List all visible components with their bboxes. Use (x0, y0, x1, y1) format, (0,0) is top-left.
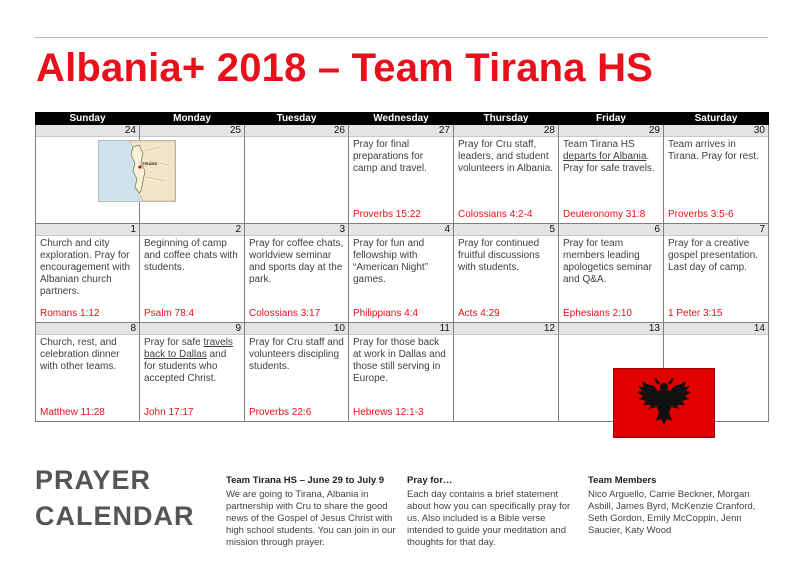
weekday-header: Friday (559, 113, 664, 125)
prayer-text: Pray for team members leading apologetics seminar and Q&A. (563, 238, 652, 285)
day-number: 14 (664, 323, 768, 335)
map-city-label: TIRANA (142, 161, 158, 166)
weekday-header: Thursday (454, 113, 559, 125)
week-row (36, 224, 769, 323)
day-cell (140, 323, 245, 422)
day-number: 25 (140, 125, 244, 137)
prayer-text-underlined: departs for Albania (563, 151, 647, 162)
day-number: 7 (664, 224, 768, 236)
footer-members-column (588, 475, 768, 537)
day-number: 6 (559, 224, 663, 236)
prayer-text-part: Pray for safe (144, 337, 204, 348)
day-number: 4 (349, 224, 453, 236)
prayer-text: Pray for continued fruitful discussions with students. (458, 238, 540, 273)
bible-verse: Philippians 4:4 (353, 308, 419, 319)
team-members-list: Nico Arguello, Carrie Beckner, Morgan Asbill, James Byrd, McKenzie Cranford, Seth Gordon, Emily McCoppin, Jenn Saucier, Katy Wood (588, 489, 756, 536)
day-number: 28 (454, 125, 558, 137)
prayer-text: Pray for a creative gospel presentation. Last day of camp. (668, 238, 759, 273)
weekday-header-row (36, 113, 769, 125)
weekday-header: Wednesday (349, 113, 454, 125)
day-cell (559, 224, 664, 323)
day-number: 24 (36, 125, 139, 137)
day-number: 5 (454, 224, 558, 236)
bible-verse: Colossians 3:17 (249, 308, 321, 319)
day-number: 11 (349, 323, 453, 335)
day-number: 13 (559, 323, 663, 335)
prayer-text (140, 335, 244, 385)
prayer-heading-line: PRAYER (35, 465, 152, 495)
calendar-heading-line: CALENDAR (35, 501, 195, 531)
weekday-header: Monday (140, 113, 245, 125)
day-cell (349, 323, 454, 422)
weekday-header: Saturday (664, 113, 769, 125)
bible-verse: Romans 1:12 (40, 308, 100, 319)
day-cell (454, 125, 559, 224)
prayer-text: Team arrives in Tirana. Pray for rest. (668, 139, 759, 162)
prayer-text: Pray for those back at work in Dallas and those still serving in Europe. (353, 337, 446, 384)
day-number: 10 (245, 323, 348, 335)
footer-team-column (226, 475, 396, 549)
day-number: 8 (36, 323, 139, 335)
day-cell (140, 125, 245, 224)
day-number: 27 (349, 125, 453, 137)
day-cell (140, 224, 245, 323)
day-cell (664, 125, 769, 224)
bible-verse: Hebrews 12:1-3 (353, 407, 424, 418)
weekday-header: Sunday (36, 113, 140, 125)
day-cell (349, 125, 454, 224)
double-headed-eagle-icon (614, 369, 714, 437)
day-number: 12 (454, 323, 558, 335)
prayer-text (559, 137, 663, 175)
team-members-heading: Team Members (588, 475, 657, 486)
prayer-text-part: and for students who accepted Christ. (144, 349, 227, 384)
day-number: 26 (245, 125, 348, 137)
bible-verse: Proverbs 3:5-6 (668, 209, 734, 220)
pray-for-heading: Pray for… (407, 475, 453, 486)
prayer-text: Pray for Cru staff, leaders, and student volunteers in Albania. (458, 139, 554, 174)
bible-verse: Proverbs 15:22 (353, 209, 421, 220)
day-cell (349, 224, 454, 323)
day-cell (664, 224, 769, 323)
bible-verse: John 17:17 (144, 407, 194, 418)
prayer-text: Beginning of camp and coffee chats with students. (144, 238, 238, 273)
day-cell (245, 323, 349, 422)
day-number: 30 (664, 125, 768, 137)
day-cell (454, 323, 559, 422)
bible-verse: Colossians 4:2-4 (458, 209, 533, 220)
prayer-text-part: . Pray for safe travels. (563, 151, 655, 174)
bible-verse: Proverbs 22:6 (249, 407, 312, 418)
prayer-text: Pray for Cru staff and volunteers discipling students. (249, 337, 344, 372)
bible-verse: Acts 4:29 (458, 308, 500, 319)
day-cell (559, 125, 664, 224)
bible-verse: Matthew 11:28 (40, 407, 105, 418)
albania-flag-image (613, 368, 715, 438)
day-cell (36, 224, 140, 323)
day-cell (36, 125, 158, 224)
day-cell (245, 224, 349, 323)
day-cell (36, 323, 140, 422)
weekday-header: Tuesday (245, 113, 349, 125)
prayer-text: Pray for fun and fellowship with “American Night” games. (353, 238, 429, 285)
team-trip-heading: Team Tirana HS – June 29 to July 9 (226, 475, 385, 486)
day-number: 29 (559, 125, 663, 137)
top-rule (35, 37, 768, 38)
day-number: 2 (140, 224, 244, 236)
footer-pray-column (407, 475, 572, 549)
prayer-text-part: Team Tirana HS (563, 139, 635, 150)
day-number: 9 (140, 323, 244, 335)
prayer-text: Church and city exploration. Pray for encouragement with Albanian church partners. (40, 238, 131, 297)
day-cell (454, 224, 559, 323)
day-number: 1 (36, 224, 139, 236)
bible-verse: 1 Peter 3:15 (668, 308, 723, 319)
day-number: 3 (245, 224, 348, 236)
pray-for-description: Each day contains a brief statement about how you can specifically pray for us. Also included is a Bible verse intended to guide your meditation and thoughts for that day. (407, 489, 571, 548)
prayer-text: Pray for coffee chats, worldview seminar and sports day at the park. (249, 238, 344, 285)
team-trip-description: We are going to Tirana, Albania in partnership with Cru to share the good news of the Gospel of Jesus Christ with high school students. You can join in our mission through prayer. (226, 489, 396, 548)
prayer-text-underlined: travels back to Dallas (144, 337, 233, 360)
prayer-text: Pray for final preparations for camp and travel. (353, 139, 427, 174)
bible-verse: Ephesians 2:10 (563, 308, 632, 319)
prayer-text: Church, rest, and celebration dinner with other teams. (40, 337, 120, 372)
week-row (36, 125, 769, 224)
bible-verse: Deuteronomy 31:8 (563, 209, 646, 220)
bible-verse: Psalm 78:4 (144, 308, 195, 319)
prayer-calendar-heading (35, 462, 195, 534)
day-cell (245, 125, 349, 224)
page-title: Albania+ 2018 – Team Tirana HS (36, 46, 654, 90)
